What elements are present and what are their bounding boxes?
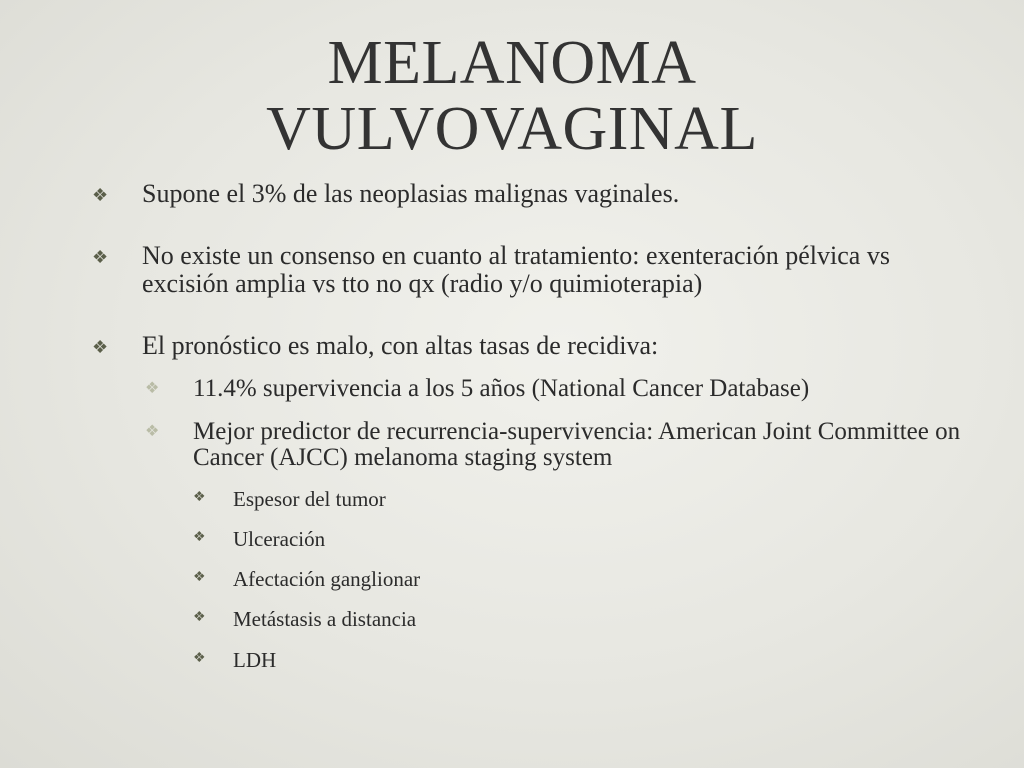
diamond-bullet-icon: ❖ xyxy=(193,490,206,505)
diamond-bullet-icon: ❖ xyxy=(193,651,206,666)
sub-bullet-item-2 xyxy=(145,419,963,471)
diamond-bullet-icon: ❖ xyxy=(92,185,109,205)
slide-title xyxy=(0,30,1024,162)
diamond-bullet-icon: ❖ xyxy=(145,423,160,440)
bullet-text: 11.4% supervivencia a los 5 años (National Cancer Database) xyxy=(193,375,810,402)
bullet-text: El pronóstico es malo, con altas tasas de recidiva: xyxy=(142,331,659,360)
slide-title-line-2: VULVOVAGINAL xyxy=(266,95,758,163)
bullet-text: No existe un consenso en cuanto al tratamiento: exenteración pélvica vs excisión amplia vs tto no qx (radio y/o quimioterapia) xyxy=(142,241,890,298)
bullet-item-2 xyxy=(92,242,962,298)
bullet-text: Espesor del tumor xyxy=(233,487,386,511)
diamond-bullet-icon: ❖ xyxy=(193,570,206,585)
bullet-text: Ulceración xyxy=(233,527,326,551)
diamond-bullet-icon: ❖ xyxy=(92,247,109,267)
bullet-text: LDH xyxy=(233,648,277,672)
sub-sub-bullet-item-4 xyxy=(193,607,833,631)
diamond-bullet-icon: ❖ xyxy=(193,610,206,625)
bullet-item-3 xyxy=(92,332,962,362)
bullet-text: Afectación ganglionar xyxy=(233,567,421,591)
bullet-text: Supone el 3% de las neoplasias malignas vaginales. xyxy=(142,179,680,208)
sub-bullet-item-1 xyxy=(145,376,963,402)
sub-sub-bullet-item-1 xyxy=(193,487,833,511)
bullet-text: Metástasis a distancia xyxy=(233,607,417,631)
bullet-text: Mejor predictor de recurrencia-supervivencia: American Joint Committee on Cancer (AJCC) melanoma staging system xyxy=(193,418,961,471)
sub-sub-bullet-item-2 xyxy=(193,527,833,551)
slide-title-line-1: MELANOMA xyxy=(327,29,697,97)
sub-sub-bullet-item-5 xyxy=(193,648,833,672)
diamond-bullet-icon: ❖ xyxy=(193,530,206,545)
diamond-bullet-icon: ❖ xyxy=(92,337,109,357)
bullet-item-1 xyxy=(92,180,962,210)
diamond-bullet-icon: ❖ xyxy=(145,380,160,397)
sub-sub-bullet-item-3 xyxy=(193,567,833,591)
